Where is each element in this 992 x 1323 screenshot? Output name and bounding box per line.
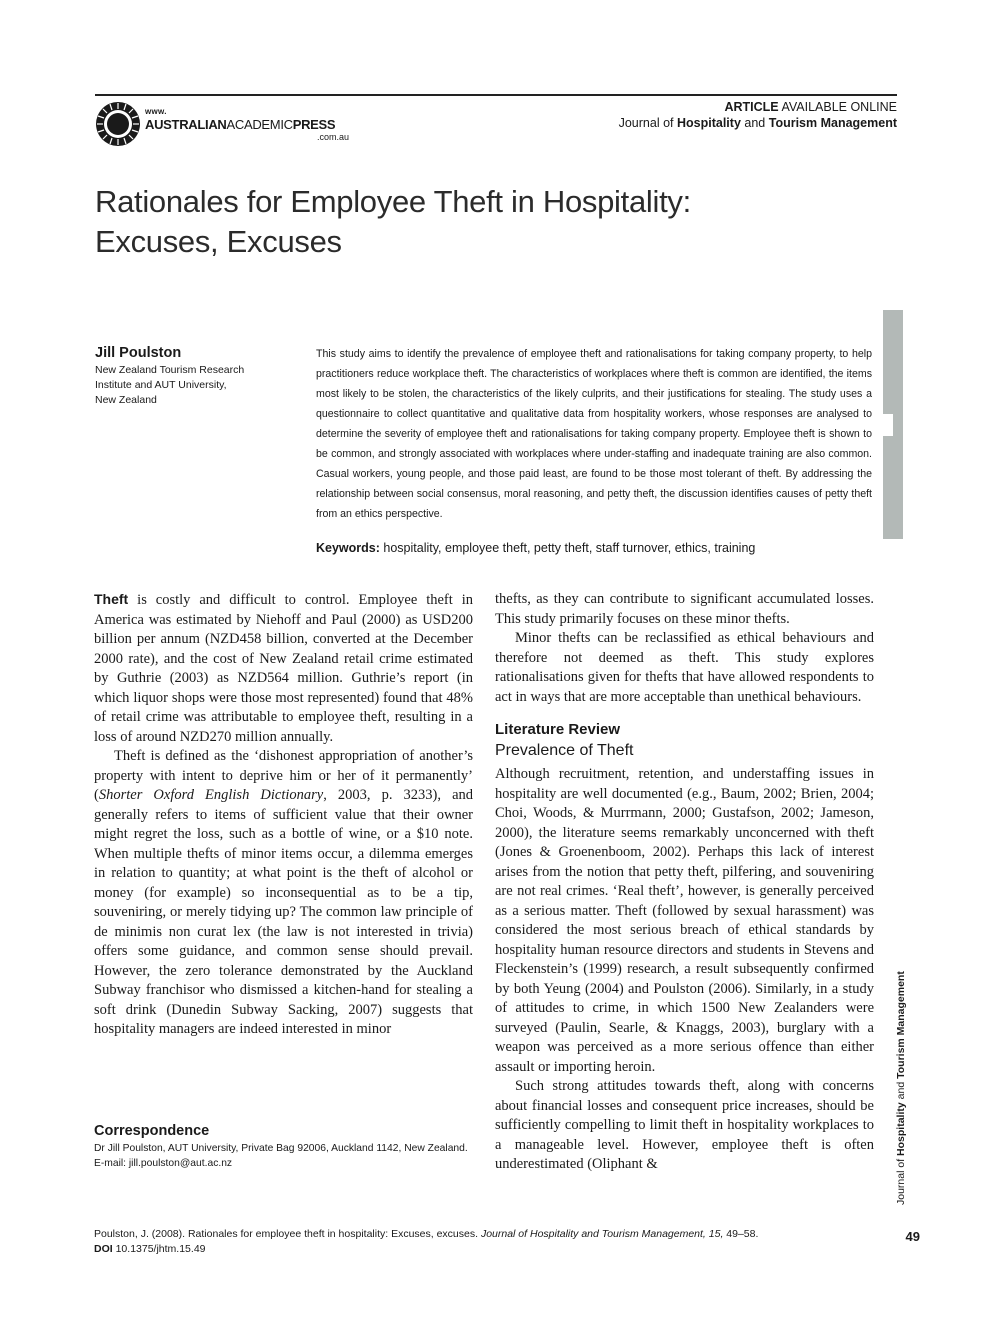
keywords: [316, 541, 872, 555]
title-line-1: Rationales for Employee Theft in Hospitality:: [95, 184, 691, 219]
article-title: [95, 182, 855, 262]
publisher-logo[interactable]: [95, 101, 395, 143]
author-affiliation: New Zealand Tourism Research Institute and AUT University, New Zealand: [95, 364, 245, 406]
correspondence-details: [94, 1141, 468, 1171]
lead-word: Theft: [94, 591, 129, 607]
correspondence-address: Dr Jill Poulston, AUT University, Private Bag 92006, Auckland 1142, New Zealand.: [94, 1143, 468, 1154]
page-number: 49: [905, 1229, 920, 1244]
subsection-heading: Prevalence of Theft: [495, 742, 634, 759]
globe-icon: [95, 101, 141, 147]
correspondence-heading: Correspondence: [94, 1123, 210, 1139]
logo-www: www.: [145, 107, 167, 116]
abstract: This study aims to identify the prevalence of employee theft and rationalisations for taking company property, to help practitioners reduce workplace theft. The characteristics of workplaces where theft is common are identified, the items most likely to be stolen, the characteristics of the likely culprits, and their justifications for stealing. The study uses a questionnaire to collect quantitative and qualitative data from hospitality workers, whose responses are analysed to determine the severity of employee theft and rationalisations for taking company property. Employee theft is shown to be common, and strongly associated with workplaces where under-staffing and inadequate training are also common. Casual workers, young people, and those paid least, are found to be those most tolerant of theft. By addressing the relationship between social consensus, moral reasoning, and petty theft, the discussion identifies causes of petty theft from an ethics perspective.: [316, 348, 872, 520]
paragraph: Theft is defined as the ‘dishonest appropriation of another’s property with intent to deprive him or her of it permanently’ (Shorter Oxford English Dictionary, 2003, p. 3233), and generally refers to items of sufficient value that their owner might regret the loss, such as a bottle of wine, or a $10 note. When multiple thefts of minor items occur, a dilemma emerges in relation to quantity; at what point is the theft of alcohol or money (for example) so inconsequential as to be a tip, souveniring, or merely tidying up? The common law principle of de minimis non curat lex (the law is not interested in trivia) offers some guidance, and common sense should prevail. However, the zero tolerance demonstrated by the Auckland Subway franchisor who dismissed a kitchen-hand for stealing a soft drink (Dunedin Subway Sacking, 2007) suggests that hospitality managers are indeed interested in minor: [94, 748, 474, 1037]
paragraph: thefts, as they can contribute to significant accumulated losses. This study primarily focuses on these minor thefts.: [495, 591, 874, 627]
side-tab-notch: [883, 414, 893, 436]
paragraph: Minor thefts can be reclassified as ethical behaviours and therefore not deemed as theft. This study explores rationalisations given for thefts that have allowed respondents to act in ways that are more acceptable than unethical behaviours.: [495, 630, 874, 705]
footer-doi[interactable]: DOI 10.1375/jhtm.15.49: [94, 1243, 206, 1255]
journal-name: Journal of Hospitality and Tourism Management: [618, 116, 897, 130]
section-heading: Literature Review: [495, 721, 621, 738]
header-rule: [95, 94, 897, 96]
paragraph: Although recruitment, retention, and understaffing issues in hospitality are well documented (e.g., Baum, 2002; Brien, 2004; Choi, Woods, & Murrmann, 2000; Gustafson, 2002; Jameson, 2000), the literature seems remarkably unconcerned with theft (Jones & Groenenboom, 2002). Perhaps this lack of interest arises from the notion that petty theft, pilfering, and souveniring are not real crimes. ‘Real theft’, however, is generally perceived as a serious matter. Theft (followed by sexual harassment) was considered the most serious breach of ethical standards by hospitality human resource directors and students in Stevens and Fleckenstein’s (1999) research, a result subsequently confirmed by both Yeung (2004) and Poulston (2006). Similarly, in a study of attitudes to crime, in which 1500 New Zealanders were surveyed (Paulin, Searle, & Knaggs, 2003), burglary with a weapon was perceived as a more serious offence than either assault or importing heroin.: [495, 766, 874, 1075]
title-line-2: Excuses, Excuses: [95, 224, 342, 259]
logo-domain: .com.au: [317, 132, 350, 142]
logo-wordmark: AUSTRALIANACADEMICPRESS: [145, 117, 336, 132]
keywords-list: hospitality, employee theft, petty theft, staff turnover, ethics, training: [383, 541, 756, 555]
correspondence-email[interactable]: E-mail: jill.poulston@aut.ac.nz: [94, 1158, 233, 1169]
body-column-left: [94, 590, 473, 1040]
side-journal-name: Journal of Hospitality and Tourism Management: [895, 971, 907, 1205]
author-name: Jill Poulston: [95, 345, 182, 361]
paragraph: Theft is costly and difficult to control. Employee theft in America was estimated by Niehoff and Paul (2000) as USD200 billion per annum (NZD458 billion, converted at the December 2000 rate), and the cost of New Zealand retail crime estimated by Guthrie (2003) as NZD564 million. Guthrie’s report (in which liquor shops were those most represented) found that 48% of retail crime was attributable to employee theft, resulting in a loss of around NZD270 million annually.: [94, 591, 473, 745]
body-column-right: [495, 590, 874, 1175]
paragraph: Such strong attitudes towards theft, along with concerns about financial losses and consequent price increases, should be sufficiently compelling to limit theft in hospitality workplaces to a manageable level. However, employee theft is often underestimated (Oliphant &: [495, 1078, 874, 1172]
keywords-label: Keywords:: [316, 541, 380, 555]
footer-citation: Poulston, J. (2008). Rationales for employee theft in hospitality: Excuses, excuses. Journal of Hospitality and Tourism Management, 15, 49–58.: [94, 1228, 759, 1240]
article-availability: ARTICLE AVAILABLE ONLINE: [724, 100, 897, 114]
